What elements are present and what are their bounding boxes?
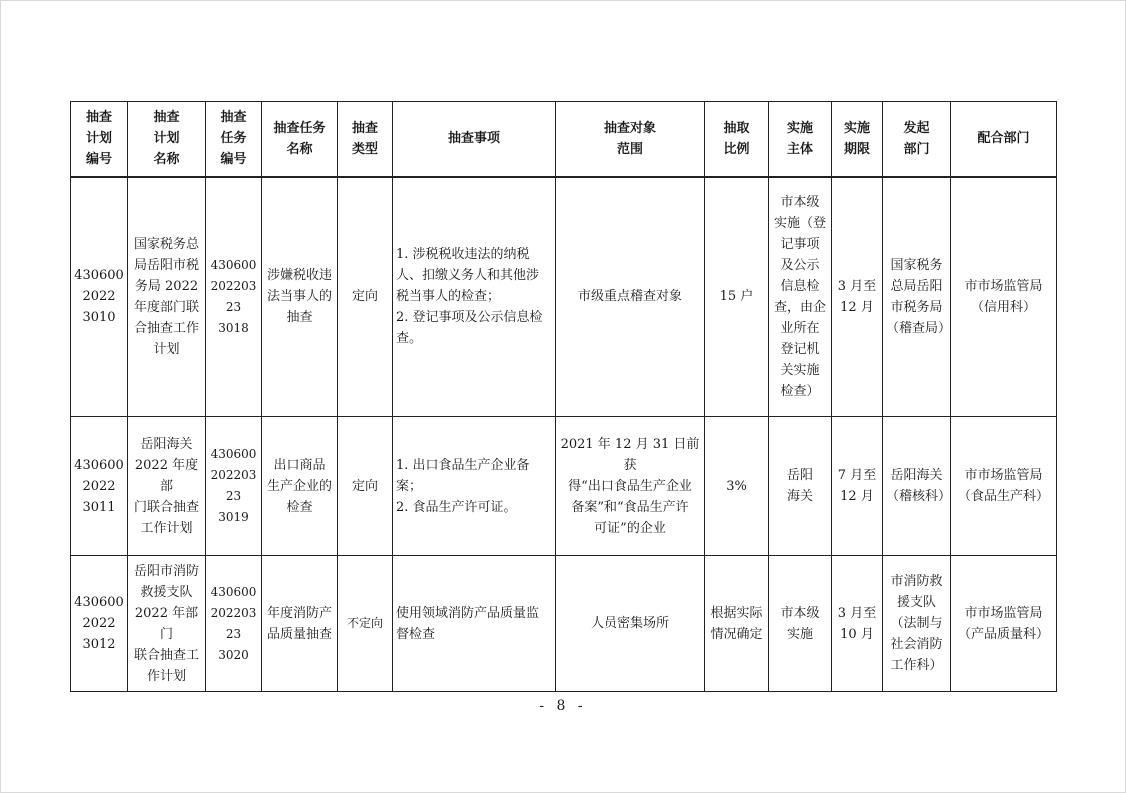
cell-type: 不定向 xyxy=(338,556,393,692)
header-task-name: 抽查任务 名称 xyxy=(262,102,338,177)
header-initiator: 发起 部门 xyxy=(883,102,951,177)
cell-subject: 岳阳 海关 xyxy=(769,417,832,556)
cell-ratio: 根据实际 情况确定 xyxy=(705,556,769,692)
cell-initiator: 市消防救 援支队 （法制与 社会消防 工作科） xyxy=(883,556,951,692)
cell-items: 1. 出口食品生产企业备 案； 2. 食品生产许可证。 xyxy=(393,417,556,556)
cell-type: 定向 xyxy=(338,177,393,417)
cell-task-no: 430600 20220323 3018 xyxy=(206,177,262,417)
cell-type: 定向 xyxy=(338,417,393,556)
header-period: 实施 期限 xyxy=(832,102,883,177)
cell-subject: 市本级 实施 xyxy=(769,556,832,692)
header-ratio: 抽取 比例 xyxy=(705,102,769,177)
header-type: 抽查 类型 xyxy=(338,102,393,177)
cell-task-no: 430600 20220323 3020 xyxy=(206,556,262,692)
header-subject: 实施 主体 xyxy=(769,102,832,177)
cell-cooperator: 市市场监管局 （信用科） xyxy=(951,177,1057,417)
cell-items: 使用领域消防产品质量监 督检查 xyxy=(393,556,556,692)
header-row xyxy=(71,102,1057,177)
cell-plan-name: 岳阳海关 2022 年度部 门联合抽查 工作计划 xyxy=(128,417,206,556)
cell-plan-name: 国家税务总 局岳阳市税 务局 2022 年度部门联 合抽查工作 计划 xyxy=(128,177,206,417)
header-plan-name: 抽查 计划 名称 xyxy=(128,102,206,177)
cell-ratio: 15 户 xyxy=(705,177,769,417)
header-plan-no: 抽查 计划 编号 xyxy=(71,102,128,177)
cell-period: 7 月至 12 月 xyxy=(832,417,883,556)
cell-period: 3 月至 10 月 xyxy=(832,556,883,692)
cell-ratio: 3% xyxy=(705,417,769,556)
cell-period: 3 月至 12 月 xyxy=(832,177,883,417)
cell-items: 1. 涉税税收违法的纳税 人、扣缴义务人和其他涉 税当事人的检查； 2. 登记事项及公示信息检 查。 xyxy=(393,177,556,417)
cell-initiator: 岳阳海关 （稽核科） xyxy=(883,417,951,556)
cell-cooperator: 市市场监管局 （食品生产科） xyxy=(951,417,1057,556)
cell-initiator: 国家税务 总局岳阳 市税务局 （稽查局） xyxy=(883,177,951,417)
cell-plan-no: 430600 2022 3010 xyxy=(71,177,128,417)
cell-plan-no: 430600 2022 3012 xyxy=(71,556,128,692)
header-items: 抽查事项 xyxy=(393,102,556,177)
cell-plan-no: 430600 2022 3011 xyxy=(71,417,128,556)
spot-check-table xyxy=(70,101,1057,692)
cell-subject: 市本级 实施（登 记事项 及公示 信息检 查，由企 业所在 登记机 关实施 检查） xyxy=(769,177,832,417)
cell-task-no: 430600 20220323 3019 xyxy=(206,417,262,556)
table-row xyxy=(71,417,1057,556)
cell-task-name: 年度消防产 品质量抽查 xyxy=(262,556,338,692)
cell-cooperator: 市市场监管局 （产品质量科） xyxy=(951,556,1057,692)
cell-task-name: 出口商品 生产企业的 检查 xyxy=(262,417,338,556)
cell-scope: 2021 年 12 月 31 日前获 得“出口食品生产企业 备案”和“食品生产许 可证”的企业 xyxy=(556,417,705,556)
cell-scope: 市级重点稽查对象 xyxy=(556,177,705,417)
header-task-no: 抽查 任务 编号 xyxy=(206,102,262,177)
cell-plan-name: 岳阳市消防 救援支队 2022 年部门 联合抽查工 作计划 xyxy=(128,556,206,692)
header-cooperator: 配合部门 xyxy=(951,102,1057,177)
page-number: - 8 - xyxy=(539,698,587,714)
header-scope: 抽查对象 范围 xyxy=(556,102,705,177)
cell-task-name: 涉嫌税收违 法当事人的 抽查 xyxy=(262,177,338,417)
table-row xyxy=(71,556,1057,692)
cell-scope: 人员密集场所 xyxy=(556,556,705,692)
table-row xyxy=(71,177,1057,417)
